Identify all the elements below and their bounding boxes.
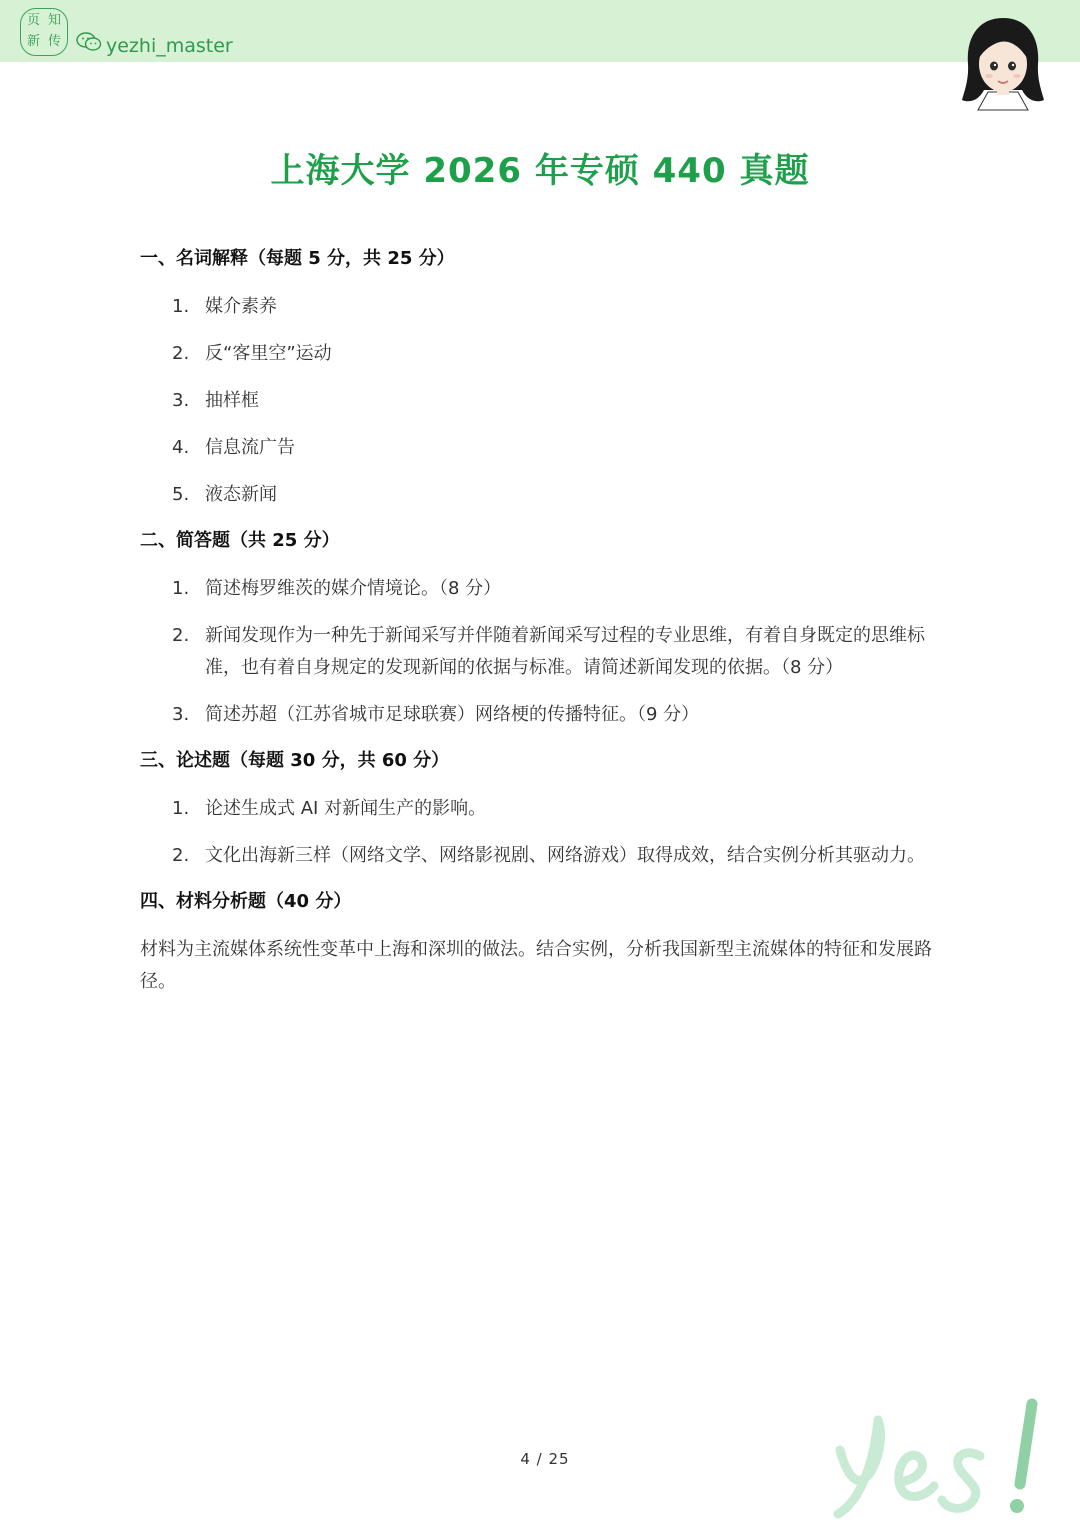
wechat-handle: yezhi_master xyxy=(106,35,233,57)
item-number: 1. xyxy=(172,798,190,819)
item-text: 抽样框 xyxy=(205,390,259,411)
item-text: 论述生成式 AI 对新闻生产的影响。 xyxy=(205,798,487,819)
page-number: 4 / 25 xyxy=(520,1450,570,1468)
list-item xyxy=(140,385,945,417)
list-item xyxy=(140,699,945,731)
avatar xyxy=(958,14,1048,112)
item-number: 2. xyxy=(172,845,190,866)
item-text: 新闻发现作为一种先于新闻采写并伴随着新闻采写过程的专业思维，有着自身既定的思维标准，也有着自身规定的发现新闻的依据与标准。请简述新闻发现的依据。（8 分） xyxy=(205,625,925,678)
seal-char: 传 xyxy=(47,34,61,49)
item-number: 2. xyxy=(172,343,190,364)
list-item xyxy=(140,338,945,370)
item-number: 1. xyxy=(172,296,190,317)
item-text: 信息流广告 xyxy=(205,437,295,458)
list-item xyxy=(140,620,945,684)
section-heading: 三、论述题（每题 30 分，共 60 分） xyxy=(140,750,450,771)
page-title: 上海大学 2026 年专硕 440 真题 xyxy=(270,151,810,191)
list-item xyxy=(140,793,945,825)
item-text: 简述苏超（江苏省城市足球联赛）网络梗的传播特征。（9 分） xyxy=(205,704,700,725)
yes-watermark xyxy=(820,1390,1060,1520)
item-number: 4. xyxy=(172,437,190,458)
seal-char: 知 xyxy=(47,13,61,28)
section-heading: 四、材料分析题（40 分） xyxy=(140,891,352,912)
section-heading: 二、简答题（共 25 分） xyxy=(140,530,340,551)
item-text: 媒介素养 xyxy=(205,296,277,317)
list-item xyxy=(140,840,945,872)
question-list xyxy=(140,244,945,998)
section-heading: 一、名词解释（每题 5 分，共 25 分） xyxy=(140,248,455,269)
list-item xyxy=(140,573,945,605)
list-item xyxy=(140,479,945,511)
material-paragraph: 材料为主流媒体系统性变革中上海和深圳的做法。结合实例，分析我国新型主流媒体的特征和发展路径。 xyxy=(140,939,932,992)
item-number: 5. xyxy=(172,484,190,505)
item-number: 2. xyxy=(172,625,190,646)
item-text: 简述梅罗维茨的媒介情境论。（8 分） xyxy=(205,578,502,599)
wechat-icon xyxy=(76,32,102,52)
item-text: 反“客里空”运动 xyxy=(205,343,332,364)
logo-seal xyxy=(20,8,68,56)
item-text: 液态新闻 xyxy=(205,484,277,505)
list-item xyxy=(140,291,945,323)
item-text: 文化出海新三样（网络文学、网络影视剧、网络游戏）取得成效，结合实例分析其驱动力。 xyxy=(205,845,925,866)
list-item xyxy=(140,432,945,464)
item-number: 1. xyxy=(172,578,190,599)
seal-char: 新 xyxy=(26,34,40,49)
item-number: 3. xyxy=(172,704,190,725)
seal-char: 页 xyxy=(26,13,40,28)
item-number: 3. xyxy=(172,390,190,411)
